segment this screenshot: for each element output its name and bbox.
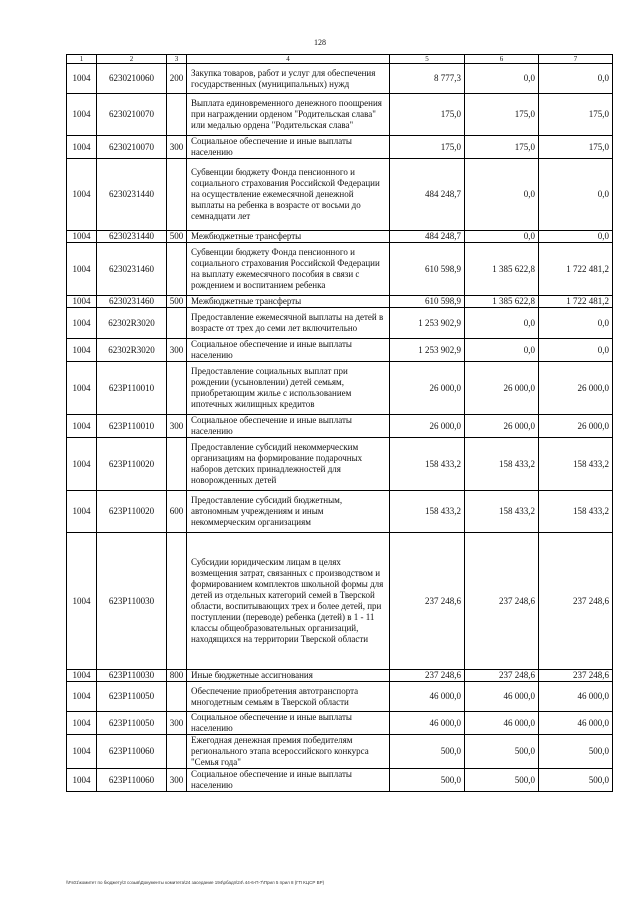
name-cell: Ежегодная денежная премия победителям регионального этапа всероссийского конкурса "Семья года" [187,735,390,769]
section-cell: 1004 [67,339,97,362]
name-cell: Закупка товаров, работ и услуг для обеспечения государственных (муниципальных) нужд [187,64,390,94]
table-row [67,712,613,735]
amount-col5-cell: 237 248,6 [390,670,465,682]
table-header-row [67,55,613,64]
budget-table [66,54,613,792]
header-cell: 6 [465,55,539,64]
amount-col6-cell: 237 248,6 [465,533,539,670]
table-row [67,533,613,670]
name-cell: Социальное обеспечение и иные выплаты населению [187,415,390,438]
section-cell: 1004 [67,136,97,159]
amount-col5-cell: 237 248,6 [390,533,465,670]
table-row [67,735,613,769]
type-cell [167,94,187,136]
type-cell [167,438,187,491]
type-cell [167,533,187,670]
amount-col5-cell: 158 433,2 [390,438,465,491]
amount-col7-cell: 1 722 481,2 [539,243,613,296]
code-cell: 6230210060 [97,64,167,94]
table-row [67,159,613,231]
name-cell: Социальное обеспечение и иные выплаты населению [187,712,390,735]
table-row [67,231,613,243]
amount-col6-cell: 237 248,6 [465,670,539,682]
name-cell: Субсидии юридическим лицам в целях возмещения затрат, связанных с производством и формированием комплектов школьной формы для детей из отдельных категорий семей в Тверской области, воспитывающих трех и более детей, при поступлении (переводе) ребенка (детей) в 1 - 11 классы общеобразовательных организаций, находящихся на территории Тверской области [187,533,390,670]
amount-col7-cell: 158 433,2 [539,491,613,533]
amount-col5-cell: 484 248,7 [390,231,465,243]
name-cell: Социальное обеспечение и иные выплаты населению [187,769,390,792]
type-cell: 600 [167,491,187,533]
code-cell: 623P110050 [97,682,167,712]
amount-col7-cell: 1 722 481,2 [539,296,613,308]
code-cell: 62302R3020 [97,339,167,362]
amount-col7-cell: 175,0 [539,94,613,136]
amount-col5-cell: 610 598,9 [390,243,465,296]
amount-col7-cell: 175,0 [539,136,613,159]
amount-col7-cell: 500,0 [539,769,613,792]
section-cell: 1004 [67,533,97,670]
amount-col5-cell: 46 000,0 [390,712,465,735]
name-cell: Предоставление ежемесячной выплаты на детей в возрасте от трех до семи лет включительно [187,308,390,339]
header-cell: 7 [539,55,613,64]
table-row [67,339,613,362]
amount-col5-cell: 26 000,0 [390,415,465,438]
amount-col6-cell: 0,0 [465,231,539,243]
type-cell: 800 [167,670,187,682]
amount-col7-cell: 26 000,0 [539,415,613,438]
table-row [67,362,613,415]
amount-col7-cell: 237 248,6 [539,533,613,670]
name-cell: Предоставление субсидий бюджетным, автономным учреждениям и иным некоммерческим организациям [187,491,390,533]
section-cell: 1004 [67,64,97,94]
amount-col5-cell: 158 433,2 [390,491,465,533]
section-cell: 1004 [67,159,97,231]
amount-col5-cell: 500,0 [390,735,465,769]
table-row [67,64,613,94]
table-row [67,670,613,682]
section-cell: 1004 [67,362,97,415]
section-cell: 1004 [67,682,97,712]
table-row [67,491,613,533]
amount-col6-cell: 175,0 [465,136,539,159]
amount-col6-cell: 26 000,0 [465,415,539,438]
amount-col6-cell: 26 000,0 [465,362,539,415]
section-cell: 1004 [67,415,97,438]
section-cell: 1004 [67,670,97,682]
name-cell: Социальное обеспечение и иные выплаты населению [187,339,390,362]
type-cell: 500 [167,296,187,308]
section-cell: 1004 [67,491,97,533]
code-cell: 623P110030 [97,533,167,670]
name-cell: Межбюджетные трансферты [187,296,390,308]
amount-col7-cell: 0,0 [539,339,613,362]
amount-col7-cell: 46 000,0 [539,712,613,735]
amount-col6-cell: 500,0 [465,735,539,769]
type-cell: 300 [167,136,187,159]
amount-col6-cell: 158 433,2 [465,491,539,533]
type-cell: 300 [167,339,187,362]
code-cell: 623P110060 [97,769,167,792]
type-cell: 300 [167,769,187,792]
amount-col6-cell: 175,0 [465,94,539,136]
code-cell: 6230231440 [97,159,167,231]
amount-col5-cell: 610 598,9 [390,296,465,308]
header-cell: 5 [390,55,465,64]
amount-col7-cell: 237 248,6 [539,670,613,682]
amount-col7-cell: 26 000,0 [539,362,613,415]
code-cell: 6230231460 [97,296,167,308]
amount-col6-cell: 0,0 [465,159,539,231]
amount-col6-cell: 0,0 [465,308,539,339]
type-cell: 200 [167,64,187,94]
table-row [67,94,613,136]
name-cell: Выплата единовременного денежного поощрения при награждении орденом "Родительская слава" или медалью ордена "Родительская слава" [187,94,390,136]
table-row [67,438,613,491]
code-cell: 623P110050 [97,712,167,735]
amount-col7-cell: 0,0 [539,64,613,94]
footer-file-path: \\Fs01\комитет по бюджету\3 созыв\Документы комитета\24 заседание 194\рбадп\24\ 44-6-П-7\Прил 5 прил 8 (ГП КЦСР ВР) [66,880,325,885]
amount-col6-cell: 500,0 [465,769,539,792]
section-cell: 1004 [67,308,97,339]
code-cell: 6230210070 [97,94,167,136]
amount-col7-cell: 158 433,2 [539,438,613,491]
type-cell [167,362,187,415]
header-cell: 1 [67,55,97,64]
table-row [67,308,613,339]
page-number: 128 [314,38,326,47]
code-cell: 6230231440 [97,231,167,243]
code-cell: 623P110060 [97,735,167,769]
code-cell: 6230231460 [97,243,167,296]
amount-col6-cell: 0,0 [465,339,539,362]
header-cell: 3 [167,55,187,64]
name-cell: Обеспечение приобретения автотранспорта многодетным семьям в Тверской области [187,682,390,712]
type-cell [167,159,187,231]
section-cell: 1004 [67,769,97,792]
code-cell: 623P110020 [97,491,167,533]
table-row [67,682,613,712]
amount-col5-cell: 175,0 [390,94,465,136]
name-cell: Субвенции бюджету Фонда пенсионного и социального страхования Российской Федерации на осуществление ежемесячной денежной выплаты на ребенка в возрасте от восьми до семнадцати лет [187,159,390,231]
section-cell: 1004 [67,735,97,769]
name-cell: Иные бюджетные ассигнования [187,670,390,682]
amount-col6-cell: 46 000,0 [465,712,539,735]
name-cell: Предоставление субсидий некоммерческим организациям на формирование подарочных наборов детских принадлежностей для новорожденных детей [187,438,390,491]
amount-col5-cell: 484 248,7 [390,159,465,231]
type-cell [167,682,187,712]
type-cell: 300 [167,415,187,438]
header-cell: 4 [187,55,390,64]
type-cell [167,308,187,339]
amount-col6-cell: 1 385 622,8 [465,296,539,308]
table-row [67,415,613,438]
code-cell: 62302R3020 [97,308,167,339]
type-cell [167,243,187,296]
amount-col5-cell: 1 253 902,9 [390,308,465,339]
amount-col7-cell: 46 000,0 [539,682,613,712]
amount-col7-cell: 0,0 [539,159,613,231]
code-cell: 623P110020 [97,438,167,491]
section-cell: 1004 [67,712,97,735]
amount-col5-cell: 8 777,3 [390,64,465,94]
amount-col7-cell: 0,0 [539,308,613,339]
amount-col5-cell: 500,0 [390,769,465,792]
section-cell: 1004 [67,243,97,296]
code-cell: 623P110030 [97,670,167,682]
header-cell: 2 [97,55,167,64]
table-row [67,769,613,792]
table-row [67,243,613,296]
amount-col5-cell: 26 000,0 [390,362,465,415]
amount-col7-cell: 500,0 [539,735,613,769]
name-cell: Субвенции бюджету Фонда пенсионного и социального страхования Российской Федерации на выплату ежемесячного пособия в связи с рождением и воспитанием ребенка [187,243,390,296]
amount-col5-cell: 175,0 [390,136,465,159]
code-cell: 623P110010 [97,415,167,438]
amount-col7-cell: 0,0 [539,231,613,243]
amount-col6-cell: 1 385 622,8 [465,243,539,296]
type-cell [167,735,187,769]
type-cell: 500 [167,231,187,243]
amount-col6-cell: 0,0 [465,64,539,94]
type-cell: 300 [167,712,187,735]
table-row [67,136,613,159]
name-cell: Предоставление социальных выплат при рождении (усыновлении) детей семьям, приобретающим жилье с использованием ипотечных жилищных кредитов [187,362,390,415]
name-cell: Социальное обеспечение и иные выплаты населению [187,136,390,159]
name-cell: Межбюджетные трансферты [187,231,390,243]
code-cell: 623P110010 [97,362,167,415]
code-cell: 6230210070 [97,136,167,159]
amount-col6-cell: 158 433,2 [465,438,539,491]
section-cell: 1004 [67,438,97,491]
amount-col6-cell: 46 000,0 [465,682,539,712]
table-row [67,296,613,308]
section-cell: 1004 [67,94,97,136]
section-cell: 1004 [67,296,97,308]
amount-col5-cell: 46 000,0 [390,682,465,712]
section-cell: 1004 [67,231,97,243]
amount-col5-cell: 1 253 902,9 [390,339,465,362]
